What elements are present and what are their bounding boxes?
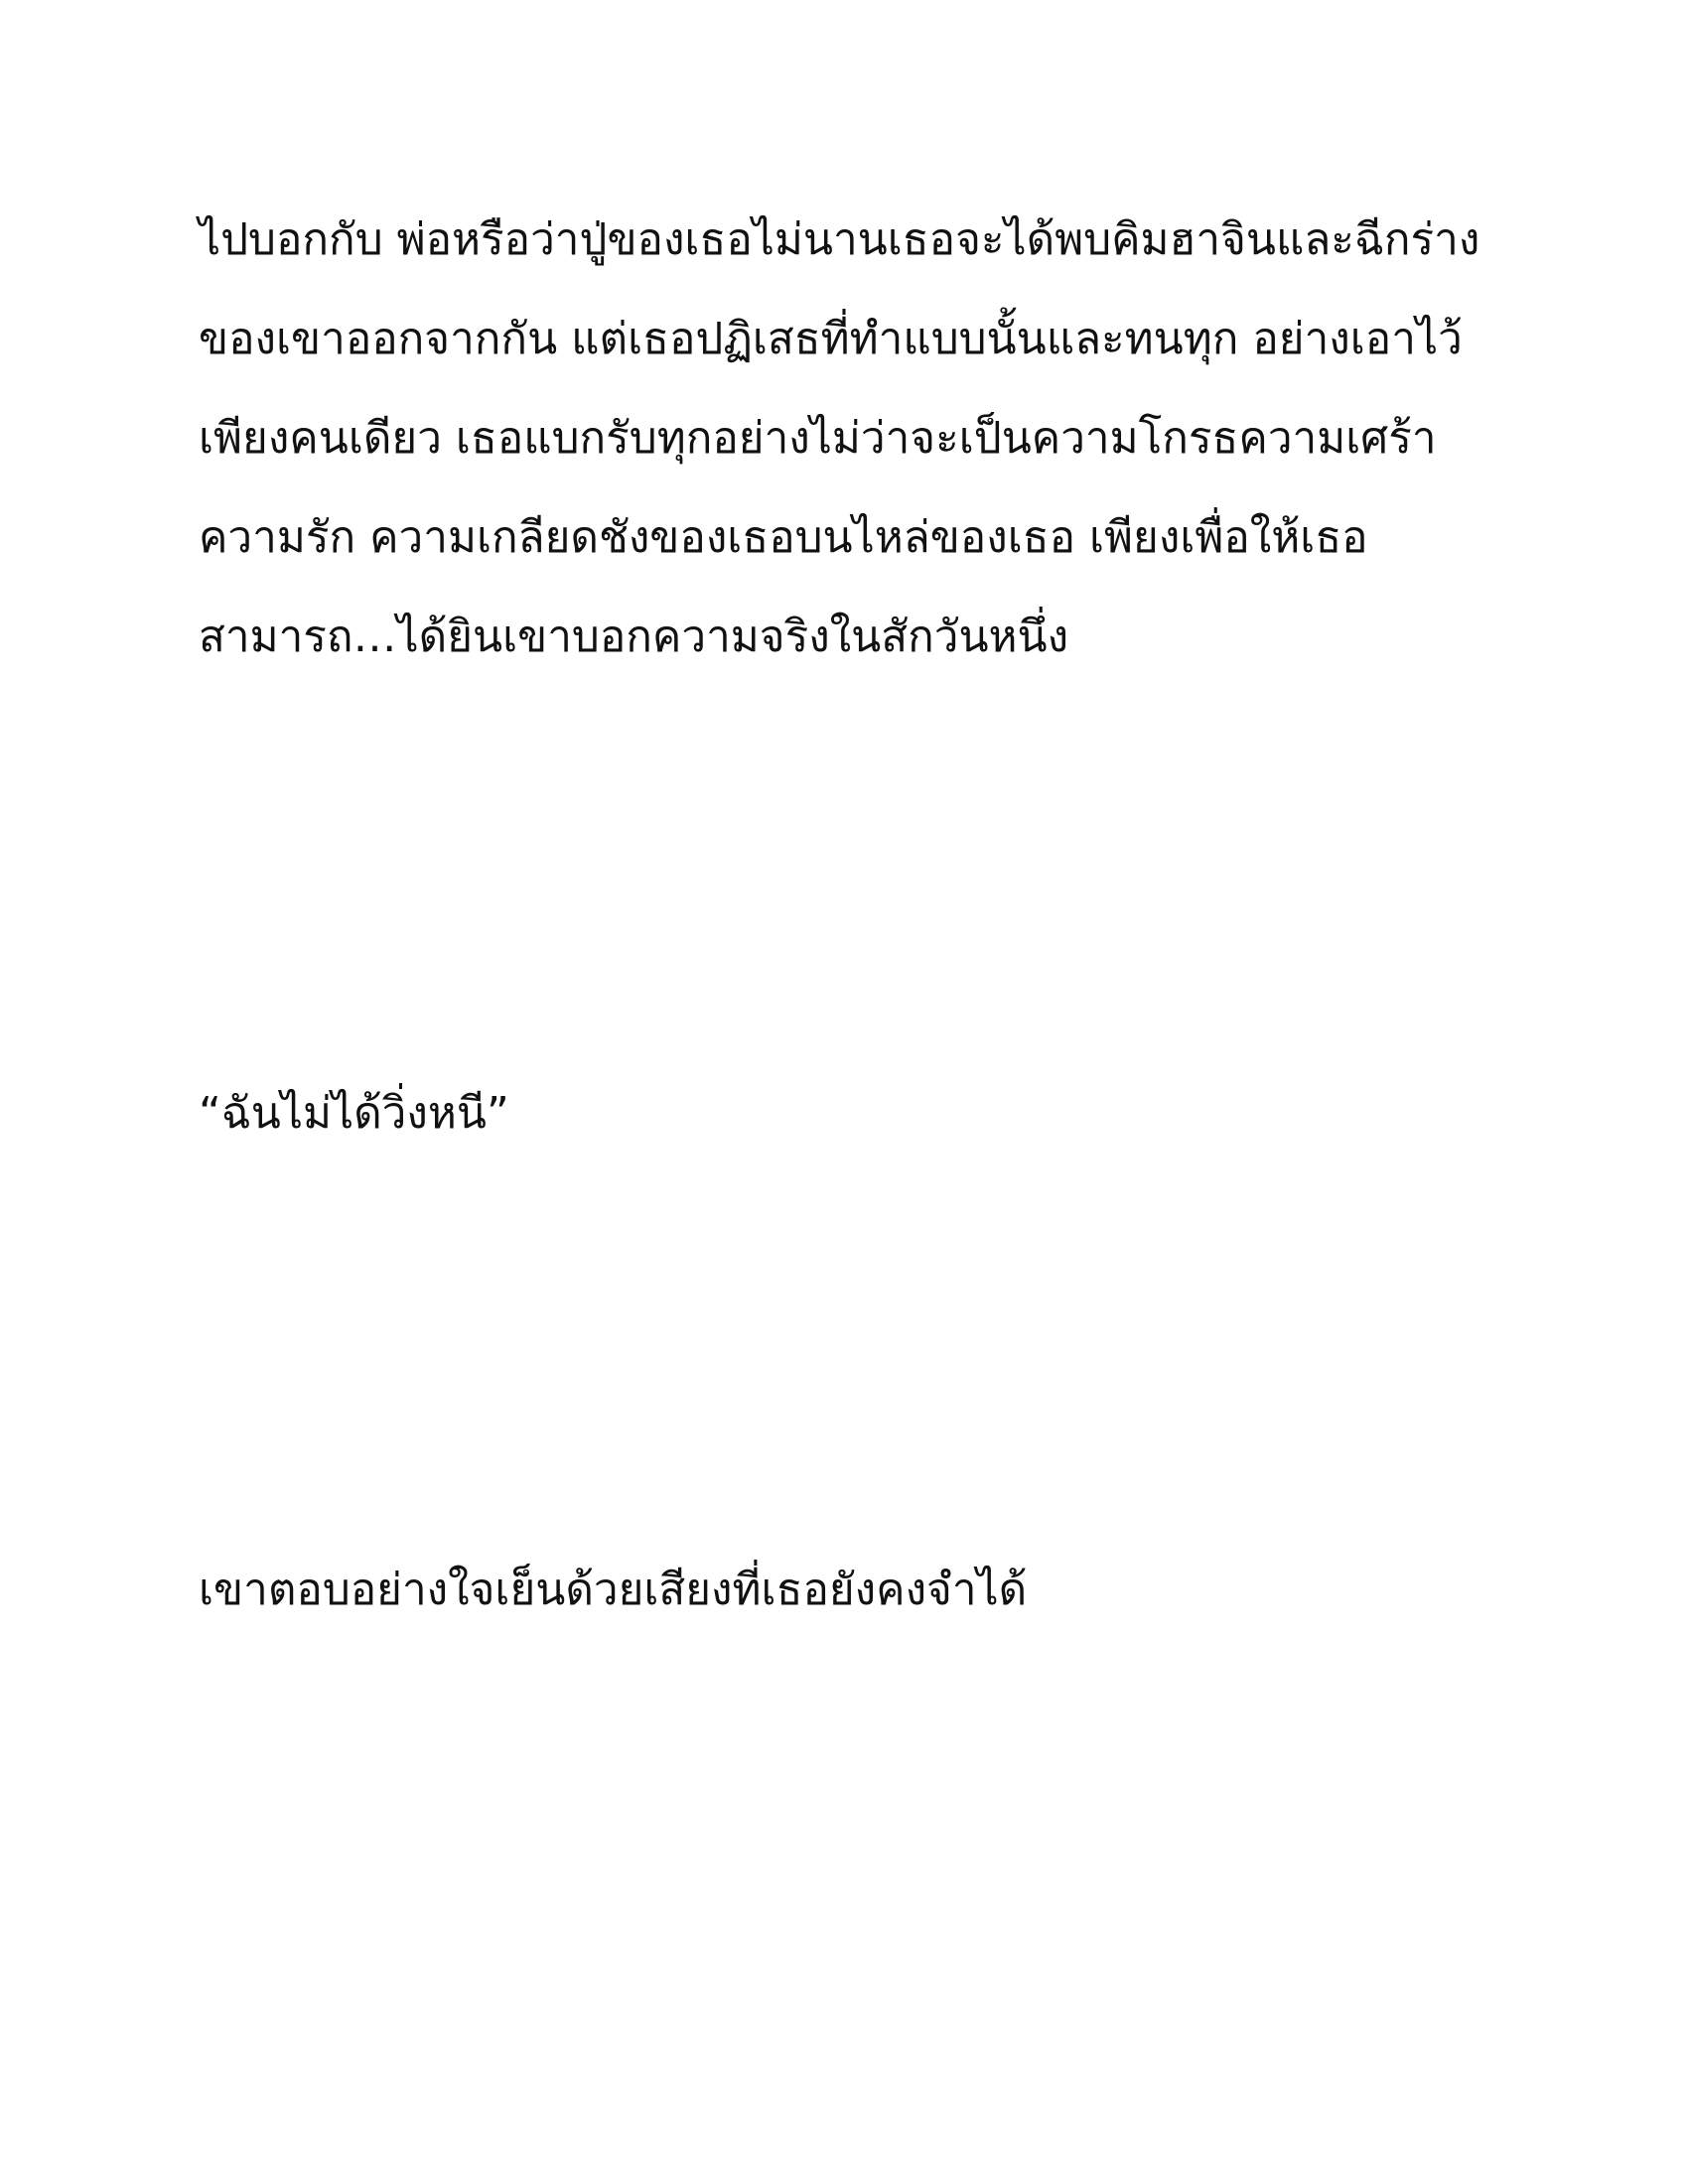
- paragraph-line-3: เพียงคนเดียว เธอแบกรับทุกอย่างไม่ว่าจะเป็นความโกรธความเศร้า: [199, 413, 1437, 464]
- paragraph-line-4: ความรัก ความเกลียดชังของเธอบนไหล่ของเธอ เพียงเพื่อให้เธอ: [199, 512, 1368, 563]
- paragraph-line-2: ของเขาออกจากกัน แต่เธอปฏิเสธที่ทำแบบนั้นและทนทุก อย่างเอาไว้: [199, 314, 1463, 364]
- paragraph-line-5: สามารถ…ได้ยินเขาบอกความจริงในสักวันหนึ่ง: [199, 612, 1069, 662]
- dialogue-quote: “ฉันไม่ได้วิ่งหนี”: [199, 1088, 509, 1139]
- paragraph-line-1: ไปบอกกับ พ่อหรือว่าปู่ของเธอไม่นานเธอจะได้พบคิมฮาจินและฉีกร่าง: [199, 214, 1480, 265]
- narration-line: เขาตอบอย่างใจเย็นด้วยเสียงที่เธอยังคงจำได้: [199, 1565, 1028, 1615]
